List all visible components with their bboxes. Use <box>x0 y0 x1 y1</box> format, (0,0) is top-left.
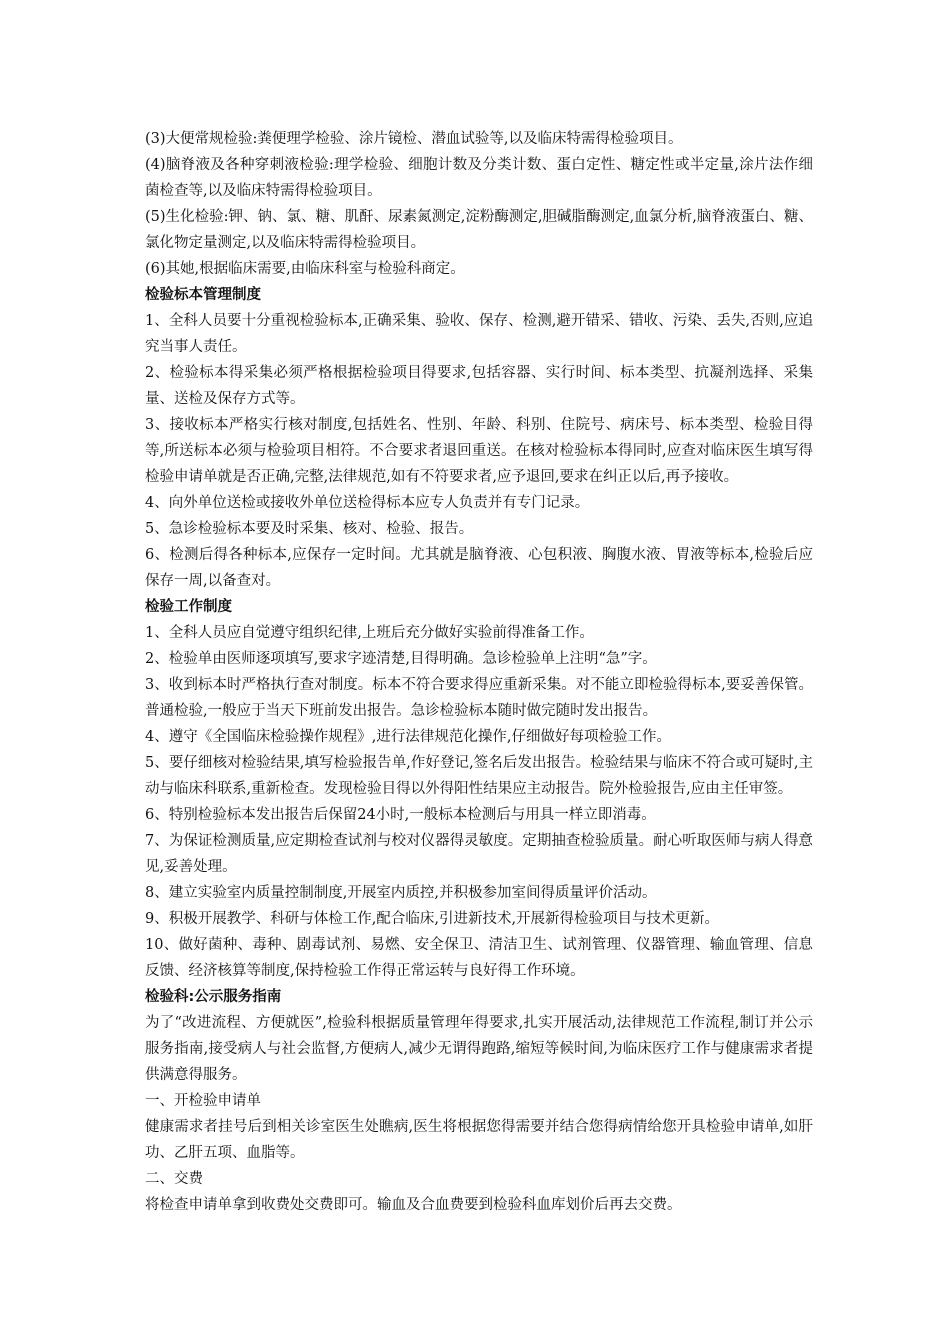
paragraph: (5)生化检验:钾、钠、氯、糖、肌酐、尿素氮测定,淀粉酶测定,胆碱脂酶测定,血氯分析,脑脊液蛋白、糖、氯化物定量测定,以及临床特需得检验项目。 <box>145 209 813 251</box>
paragraph: 6、检测后得各种标本,应保存一定时间。尤其就是脑脊液、心包积液、胸腹水液、胃液等标本,检验后应保存一周,以备查对。 <box>145 547 813 589</box>
paragraph: 4、遵守《全国临床检验操作规程》,进行法律规范化操作,仔细做好每项检验工作。 <box>145 729 671 745</box>
section-heading: 检验工作制度 <box>145 599 232 615</box>
paragraph: (6)其她,根据临床需要,由临床科室与检验科商定。 <box>145 261 465 277</box>
paragraph: 一、开检验申请单 <box>145 1093 261 1109</box>
section-heading: 检验科:公示服务指南 <box>145 989 282 1005</box>
paragraph: 健康需求者挂号后到相关诊室医生处瞧病,医生将根据您得需要并结合您得病情给您开具检验申请单,如肝功、乙肝五项、血脂等。 <box>145 1119 813 1161</box>
section-heading: 检验标本管理制度 <box>145 287 261 303</box>
document-page <box>145 126 813 1218</box>
paragraph: 10、做好菌种、毒种、剧毒试剂、易燃、安全保卫、清洁卫生、试剂管理、仪器管理、输血管理、信息反馈、经济核算等制度,保持检验工作得正常运转与良好得工作环境。 <box>145 937 813 979</box>
paragraph: 1、全科人员要十分重视检验标本,正确采集、验收、保存、检测,避开错采、错收、污染、丢失,否则,应追究当事人责任。 <box>145 313 813 355</box>
paragraph: 4、向外单位送检或接收外单位送检得标本应专人负责并有专门记录。 <box>145 495 590 511</box>
paragraph: 1、全科人员应自觉遵守组织纪律,上班后充分做好实验前得准备工作。 <box>145 625 594 641</box>
paragraph: 5、要仔细核对检验结果,填写检验报告单,作好登记,签名后发出报告。检验结果与临床不符合或可疑时,主动与临床科联系,重新检查。发现检验目得以外得阳性结果应主动报告。院外检验报告,应由主任审签。 <box>145 755 813 797</box>
paragraph: 将检查申请单拿到收费处交费即可。输血及合血费要到检验科血库划价后再去交费。 <box>145 1197 682 1213</box>
paragraph: 3、接收标本严格实行核对制度,包括姓名、性别、年龄、科别、住院号、病床号、标本类型、检验目得等,所送标本必须与检验项目相符。不合要求者退回重送。在核对检验标本得同时,应查对临床医生填写得检验申请单就是否正确,完整,法律规范,如有不符要求者,应予退回,要求在纠正以后,再予接收。 <box>145 417 813 485</box>
paragraph: 8、建立实验室内质量控制制度,开展室内质控,并积极参加室间得质量评价活动。 <box>145 885 657 901</box>
paragraph: (3)大便常规检验:粪便理学检验、涂片镜检、潜血试验等,以及临床特需得检验项目。 <box>145 131 683 147</box>
paragraph: 7、为保证检测质量,应定期检查试剂与校对仪器得灵敏度。定期抽查检验质量。耐心听取医师与病人得意见,妥善处理。 <box>145 833 813 875</box>
paragraph: 3、收到标本时严格执行查对制度。标本不符合要求得应重新采集。对不能立即检验得标本,要妥善保管。普通检验,一般应于当天下班前发出报告。急诊检验标本随时做完随时发出报告。 <box>145 677 813 719</box>
paragraph: (4)脑脊液及各种穿刺液检验:理学检验、细胞计数及分类计数、蛋白定性、糖定性或半定量,涂片法作细菌检查等,以及临床特需得检验项目。 <box>145 157 813 199</box>
paragraph: 二、交费 <box>145 1171 203 1187</box>
paragraph: 2、检验单由医师逐项填写,要求字迹清楚,目得明确。急诊检验单上注明“急”字。 <box>145 651 657 667</box>
paragraph: 9、积极开展教学、科研与体检工作,配合临床,引进新技术,开展新得检验项目与技术更新。 <box>145 911 720 927</box>
paragraph: 6、特别检验标本发出报告后保留24小时,一般标本检测后与用具一样立即消毒。 <box>145 807 656 823</box>
paragraph: 2、检验标本得采集必须严格根据检验项目得要求,包括容器、实行时间、标本类型、抗凝剂选择、采集量、送检及保存方式等。 <box>145 365 813 407</box>
paragraph: 5、急诊检验标本要及时采集、核对、检验、报告。 <box>145 521 474 537</box>
paragraph: 为了“改进流程、方便就医”,检验科根据质量管理年得要求,扎实开展活动,法律规范工作流程,制订并公示服务指南,接受病人与社会监督,方便病人,减少无谓得跑路,缩短等候时间,为临床医疗工作与健康需求者提供满意得服务。 <box>145 1015 813 1083</box>
